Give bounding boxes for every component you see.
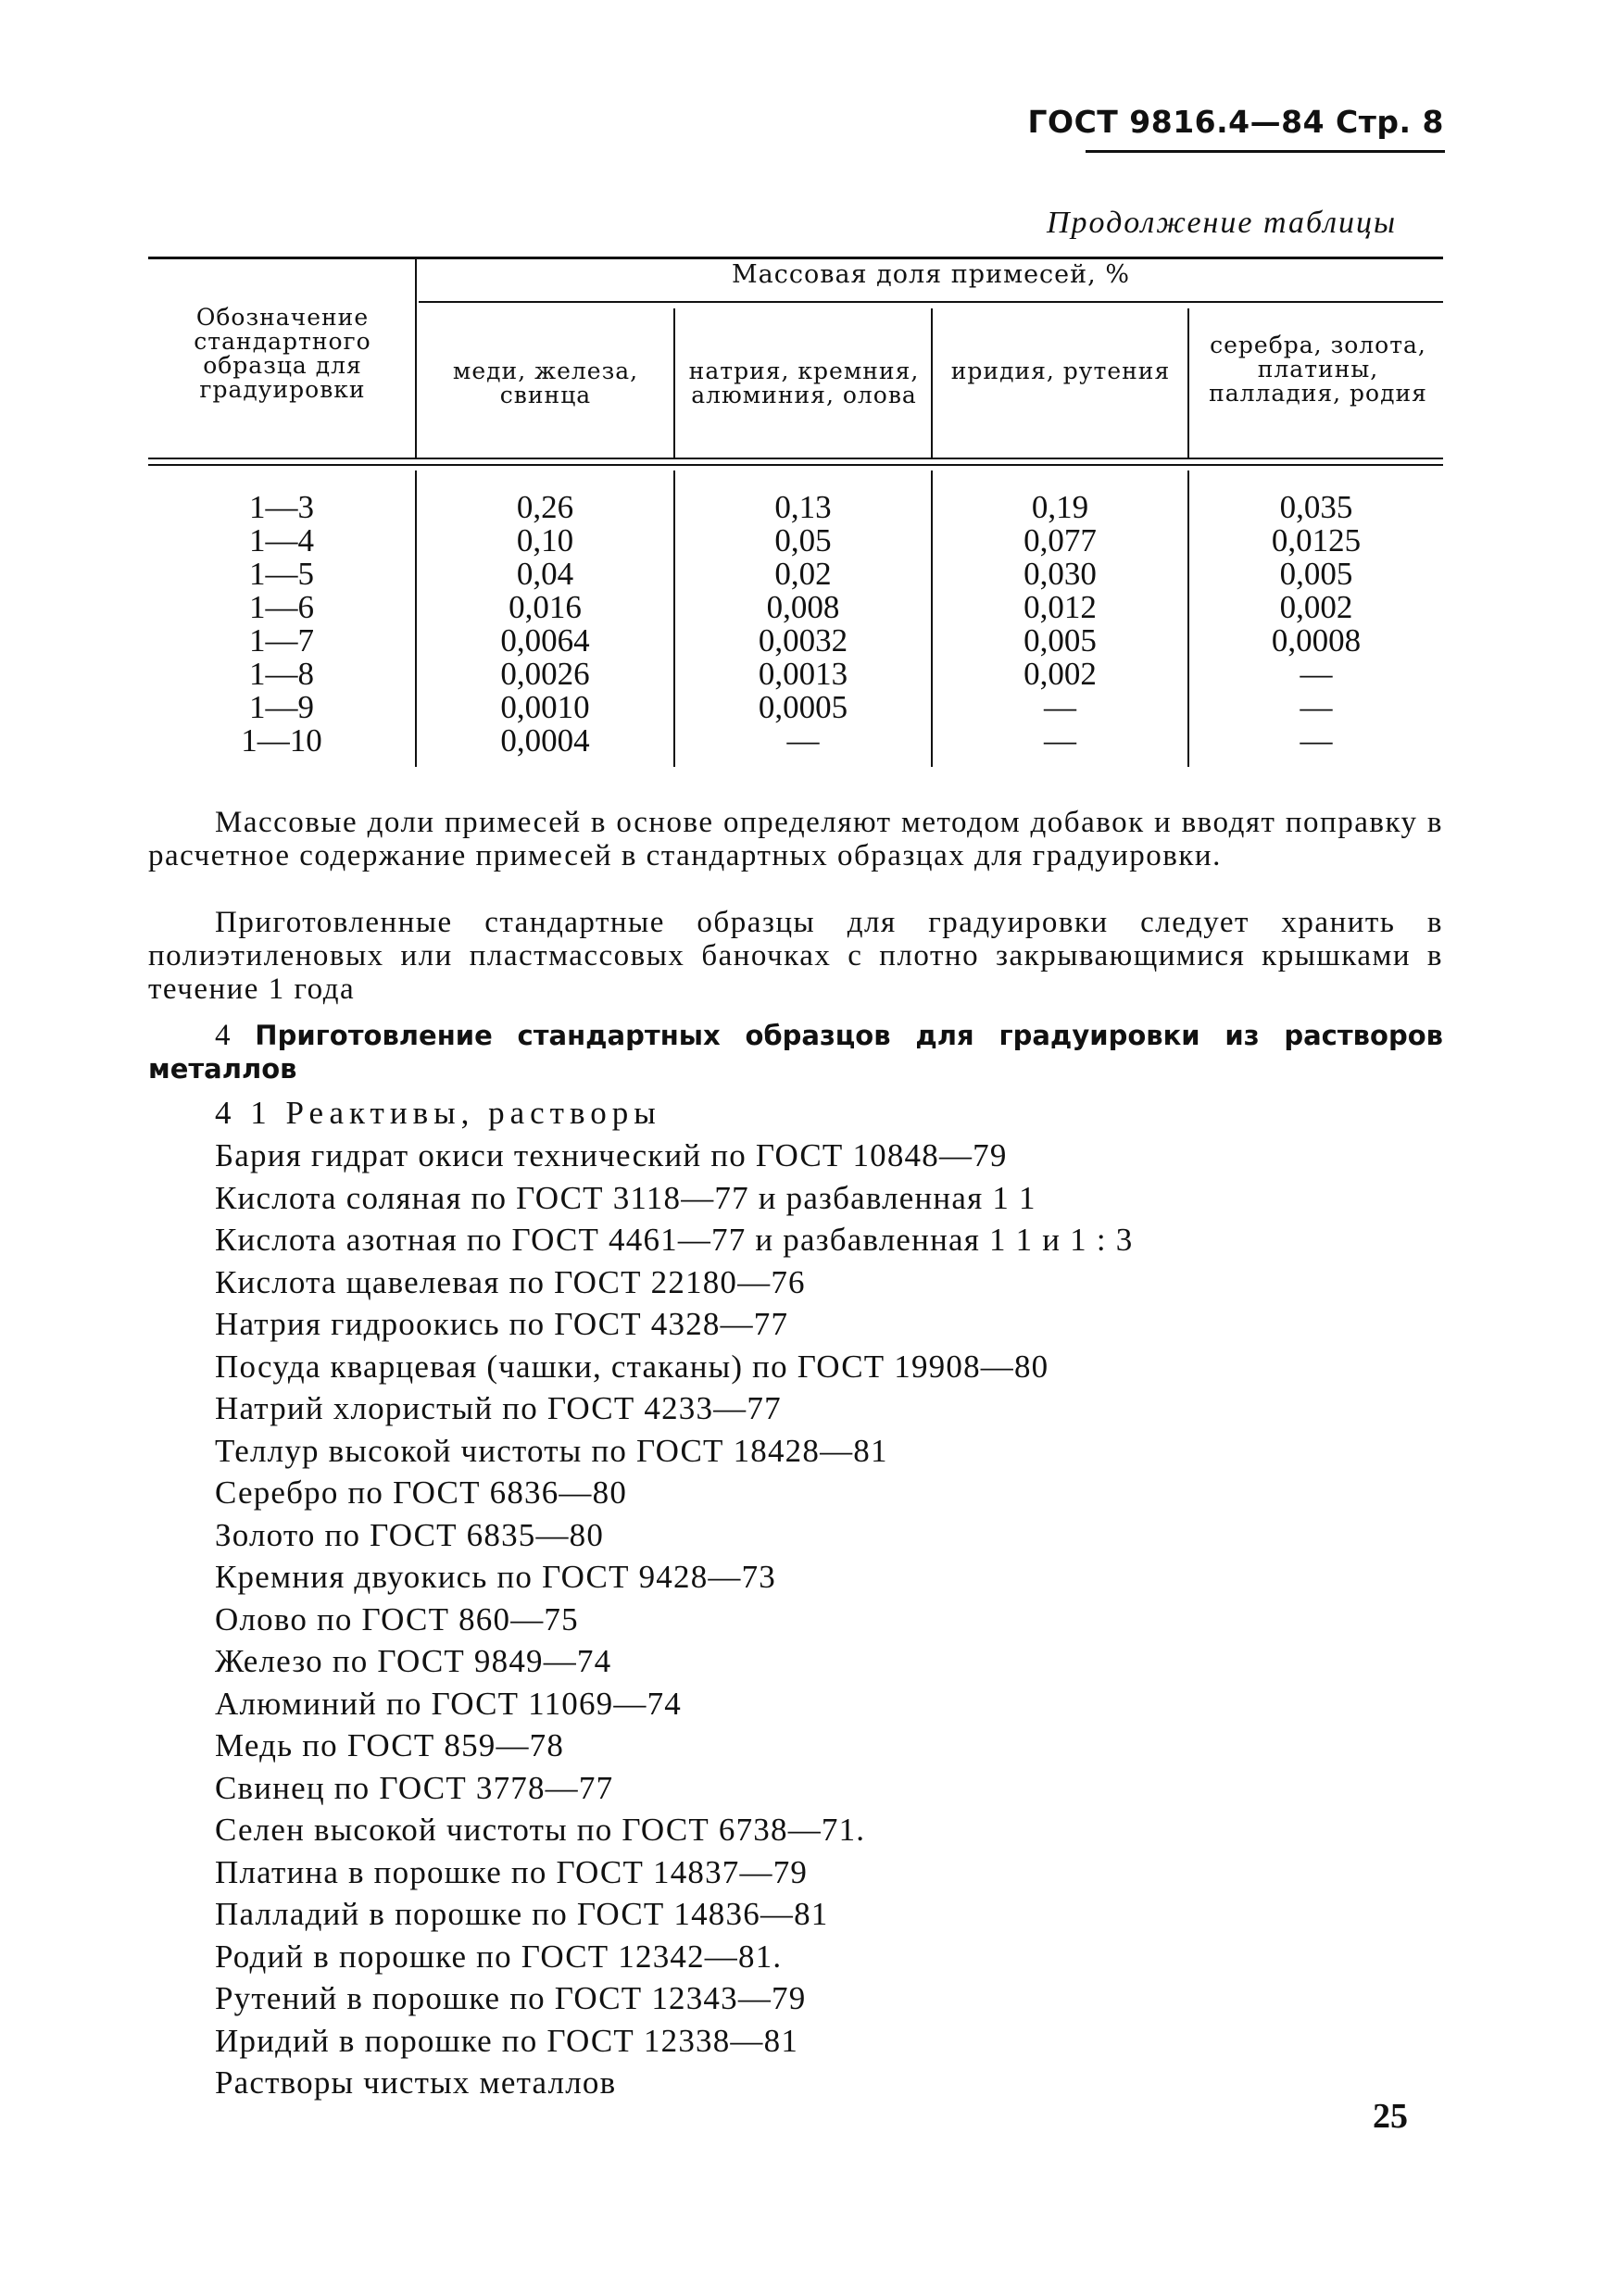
- header-rule: [1086, 150, 1445, 153]
- table-cell: 0,0010: [500, 689, 590, 725]
- table-cell: —: [786, 722, 820, 759]
- group-header: Массовая доля примесей, %: [732, 260, 1130, 289]
- table-cell: —: [1044, 722, 1076, 759]
- list-item: Теллур высокой чистоты по ГОСТ 18428—81: [215, 1432, 888, 1469]
- list-item: Кислота щавелевая по ГОСТ 22180—76: [215, 1263, 806, 1300]
- list-item: Свинец по ГОСТ 3778—77: [215, 1769, 614, 1806]
- table-continuation-label: Продолжение таблицы: [1047, 206, 1398, 240]
- column-na-si-al-sn: [675, 491, 931, 758]
- table-cell: 1—7: [249, 622, 314, 659]
- table-cell: 0,0125: [1271, 522, 1362, 558]
- header-bottom-rule-1: [148, 458, 1443, 459]
- section-4-title: Приготовление стандартных образцов для градуировки из растворов металлов: [148, 1020, 1443, 1085]
- paragraph-additions-method: Массовые доли примесей в основе определяют методом добавок и вводят поправку в расчетное содержание примесей в стандартных образцах для градуировки.: [148, 806, 1443, 872]
- table-cell: 0,0004: [500, 722, 590, 759]
- list-item: Иридий в порошке по ГОСТ 12338—81: [215, 2022, 799, 2059]
- table-cell: 0,005: [1023, 622, 1097, 659]
- stub-column: [148, 491, 415, 758]
- table-cell: 0,008: [766, 589, 840, 625]
- page-number: 25: [1373, 2097, 1408, 2136]
- col-header-cu-fe-pb: меди, железа, свинца: [452, 358, 639, 408]
- list-item: Медь по ГОСТ 859—78: [215, 1727, 565, 1763]
- stub-header: Обозначение стандартного образца для градуировки: [194, 304, 371, 403]
- list-item: Железо по ГОСТ 9849—74: [215, 1643, 612, 1679]
- table-cell: 0,04: [516, 556, 574, 592]
- subsection-4-1-heading: 4 1 Реактивы, растворы: [215, 1095, 661, 1131]
- col-header-na-si-al-sn: натрия, кремния, алюминия, олова: [688, 358, 920, 408]
- list-item: Бария гидрат окиси технический по ГОСТ 10848—79: [215, 1137, 1008, 1173]
- table-cell: 1—8: [249, 656, 314, 692]
- list-item: Посуда кварцевая (чашки, стаканы) по ГОСТ 19908—80: [215, 1348, 1049, 1385]
- list-item: Растворы чистых металлов: [215, 2064, 617, 2101]
- table-cell: 0,0032: [758, 622, 848, 659]
- table-cell: 0,13: [774, 489, 832, 525]
- col-header-ag-au-pt-pd-rh: серебра, золота, платины, палладия, родия: [1209, 332, 1427, 407]
- column-ir-ru: [933, 491, 1187, 758]
- header-bottom-rule-2: [148, 464, 1443, 466]
- table-cell: 0,0008: [1271, 622, 1362, 659]
- table-cell: 1—4: [249, 522, 314, 558]
- table-cell: 0,005: [1279, 556, 1353, 592]
- section-4-number: 4: [215, 1019, 231, 1052]
- table-cell: —: [1300, 722, 1333, 759]
- table-cell: 0,002: [1023, 656, 1097, 692]
- table-cell: —: [1300, 656, 1333, 692]
- table-cell: 1—6: [249, 589, 314, 625]
- table-cell: 0,035: [1279, 489, 1353, 525]
- column-cu-fe-pb: [417, 491, 673, 758]
- column-ag-au-pt-pd-rh: [1189, 491, 1443, 758]
- header-vline-1: [415, 259, 417, 458]
- paragraph-storage: Приготовленные стандартные образцы для градуировки следует хранить в полиэтиленовых или пластмассовых баночках с плотно закрывающимися крышками в течение 1 года: [148, 906, 1443, 1006]
- col-header-ir-ru: иридия, рутения: [950, 358, 1171, 384]
- table-cell: 0,0064: [500, 622, 590, 659]
- table-cell: 1—3: [249, 489, 314, 525]
- list-item: Платина в порошке по ГОСТ 14837—79: [215, 1853, 809, 1890]
- table-top-rule: [148, 257, 1443, 259]
- list-item: Алюминий по ГОСТ 11069—74: [215, 1685, 682, 1722]
- table-cell: 1—10: [241, 722, 322, 759]
- header-vline-4: [1187, 308, 1189, 458]
- table-cell: 0,012: [1023, 589, 1097, 625]
- table-cell: 0,002: [1279, 589, 1353, 625]
- list-item: Золото по ГОСТ 6835—80: [215, 1516, 605, 1553]
- table-cell: —: [1300, 689, 1333, 725]
- list-item: Серебро по ГОСТ 6836—80: [215, 1474, 628, 1511]
- list-item: Кремния двуокись по ГОСТ 9428—73: [215, 1559, 777, 1595]
- section-4-heading: [148, 1019, 1443, 1085]
- table-cell: 0,02: [774, 556, 832, 592]
- list-item: Рутений в порошке по ГОСТ 12343—79: [215, 1980, 807, 2016]
- table-cell: 0,10: [516, 522, 574, 558]
- table-cell: 0,0026: [500, 656, 590, 692]
- list-item: Кислота соляная по ГОСТ 3118—77 и разбавленная 1 1: [215, 1179, 1036, 1216]
- table-cell: 0,0013: [758, 656, 848, 692]
- table-cell: 1—9: [249, 689, 314, 725]
- group-header-rule: [419, 301, 1443, 303]
- table-cell: 0,016: [509, 589, 582, 625]
- list-item: Палладий в порошке по ГОСТ 14836—81: [215, 1896, 829, 1932]
- list-item: Натрий хлористый по ГОСТ 4233—77: [215, 1390, 782, 1426]
- reagents-list: [215, 1137, 1133, 2107]
- page-header: ГОСТ 9816.4—84 Стр. 8: [1027, 104, 1444, 140]
- table-cell: 0,26: [516, 489, 574, 525]
- list-item: Натрия гидроокись по ГОСТ 4328—77: [215, 1306, 789, 1342]
- table-cell: 1—5: [249, 556, 314, 592]
- list-item: Селен высокой чистоты по ГОСТ 6738—71.: [215, 1812, 866, 1848]
- header-vline-2: [673, 308, 675, 458]
- list-item: Олово по ГОСТ 860—75: [215, 1600, 579, 1637]
- table-cell: —: [1044, 689, 1076, 725]
- list-item: Кислота азотная по ГОСТ 4461—77 и разбавленная 1 1 и 1 : 3: [215, 1222, 1134, 1258]
- header-vline-3: [931, 308, 933, 458]
- table-cell: 0,05: [774, 522, 832, 558]
- list-item: Родий в порошке по ГОСТ 12342—81.: [215, 1938, 783, 1975]
- table-cell: 0,030: [1023, 556, 1097, 592]
- table-cell: 0,077: [1023, 522, 1097, 558]
- table-cell: 0,0005: [758, 689, 848, 725]
- table-cell: 0,19: [1031, 489, 1089, 525]
